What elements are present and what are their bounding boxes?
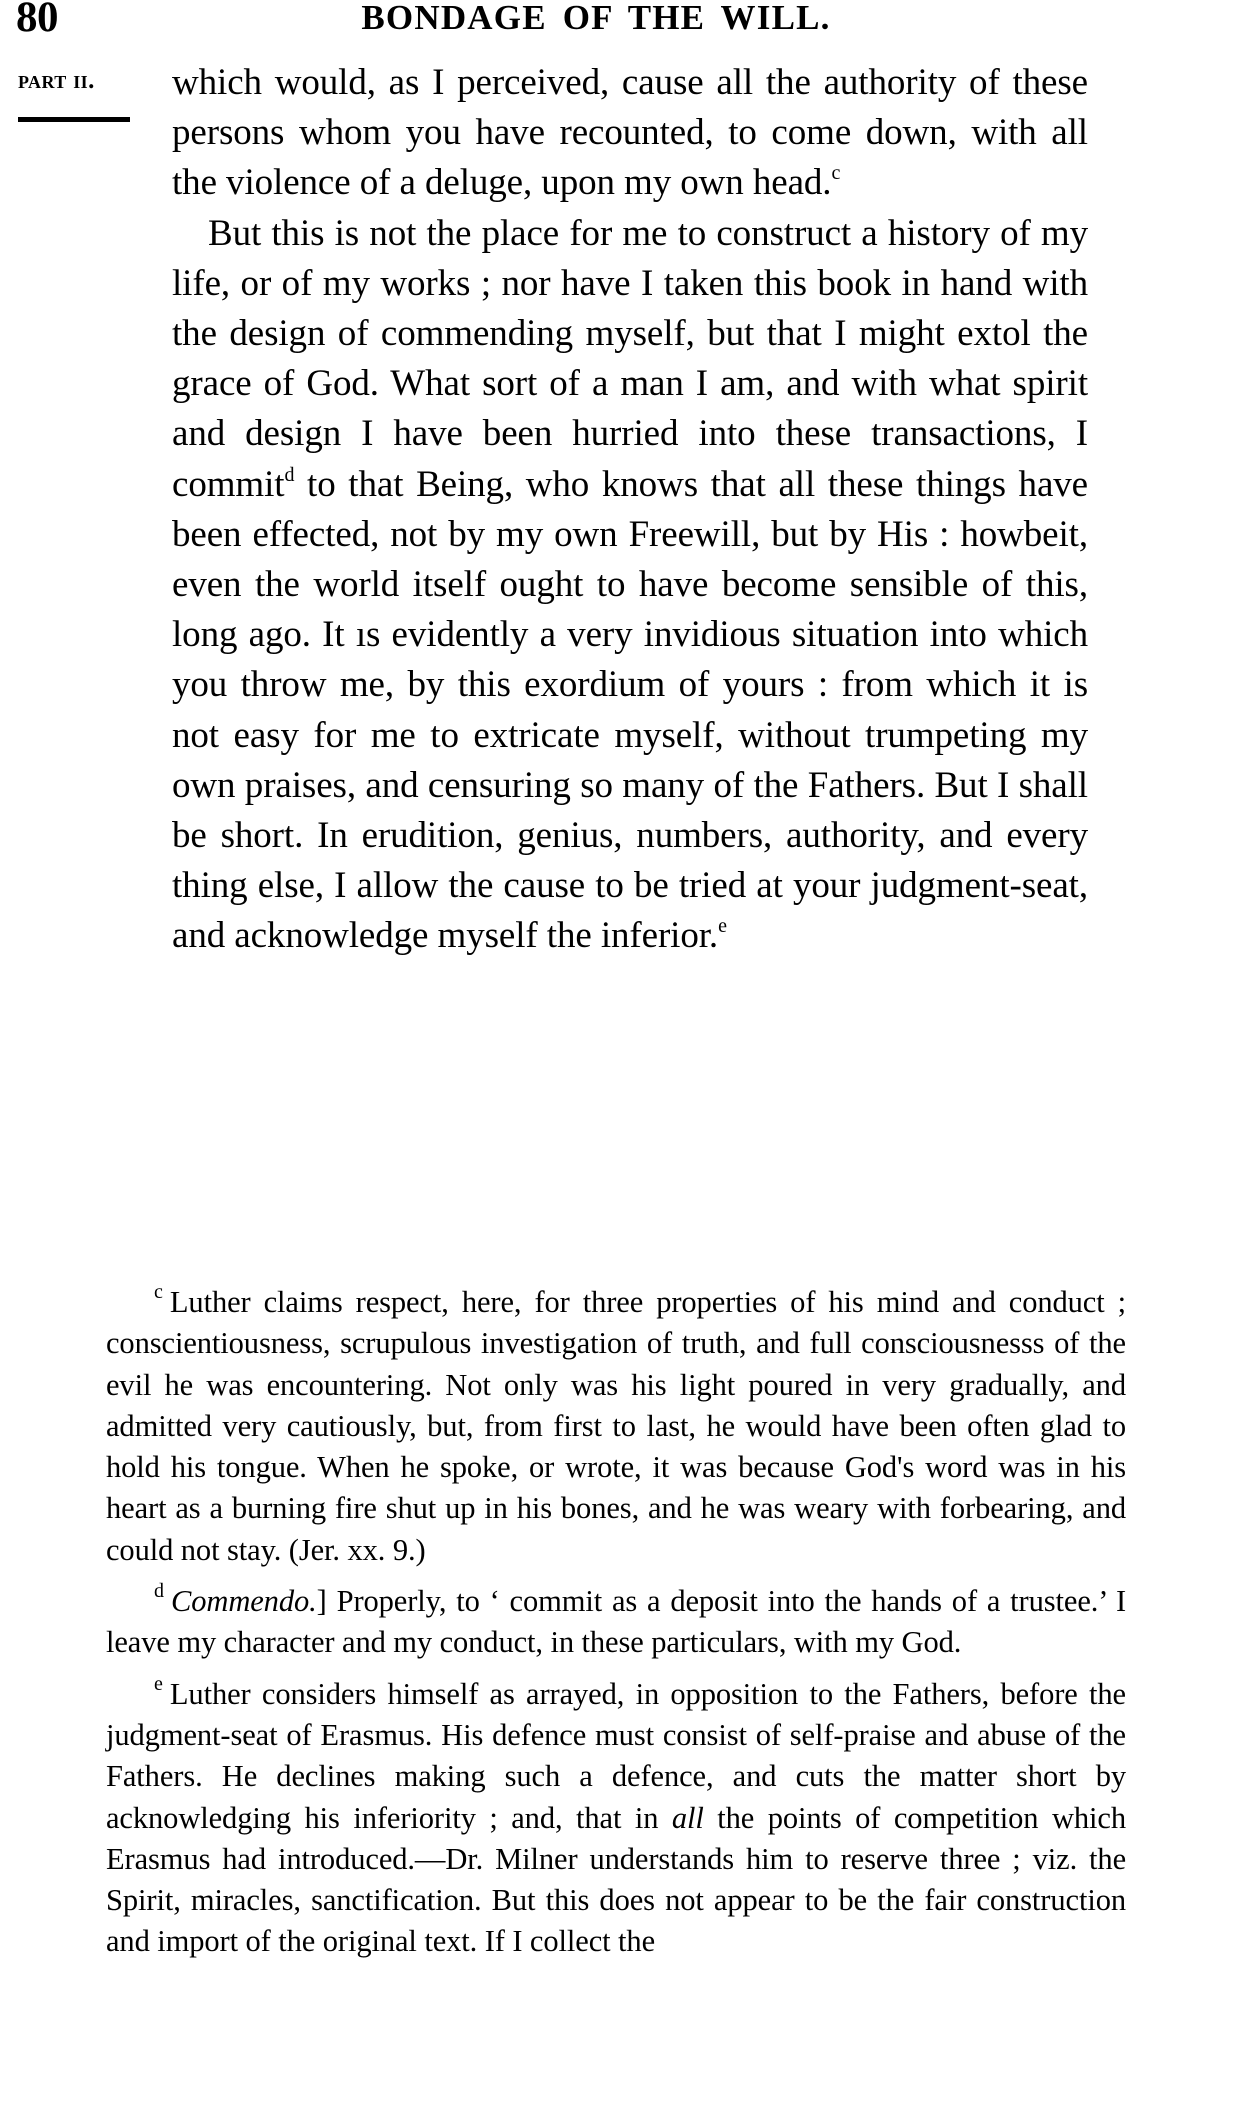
- footnote-ref-e[interactable]: e: [718, 915, 727, 938]
- footnote-c: [106, 1272, 1126, 1571]
- marginal-part-note: [18, 67, 158, 122]
- footnote-c-text: Luther claims respect, here, for three properties of his mind and conduct ; conscientiousness, scrupulous investigation of truth, and full consciousnesss of the evil he was encountering. Not only was his light poured in very gradually, and admitted very cautiously, but, from first to last, he would have been often glad to hold his tongue. When he spoke, or wrote, it was because God's word was in his heart as a burning fire shut up in his bones, and he was weary with forbearing, and could not stay. (Jer. xx. 9.): [106, 1285, 1126, 1567]
- body-paragraph-two: [172, 209, 1088, 962]
- footnote-ref-d[interactable]: d: [284, 463, 295, 486]
- footnote-block: [106, 1272, 1126, 1963]
- footnote-e-italic-word: all: [671, 1800, 704, 1835]
- footnote-e-text-part2: the points of competition which Erasmus had introduced.—Dr. Milner understands him to reserve three ; viz. the Spirit, miracles, sanctification. But this does not appear to be the fair construction and import of the original text. If I collect the: [106, 1800, 1126, 1959]
- body-paragraph-continued-text: which would, as I perceived, cause all the authority of these persons whom you have recounted, to come down, with all the violence of a deluge, upon my own head.: [172, 62, 1088, 204]
- body-paragraph-continued: [172, 58, 1088, 209]
- page-number: 80: [16, 0, 58, 41]
- footnote-e-mark: e: [154, 1672, 163, 1695]
- footnote-ref-c[interactable]: c: [831, 162, 841, 185]
- footnote-d: [106, 1571, 1126, 1664]
- footnote-d-text: ] Properly, to ‘ commit as a deposit into the hands of a trustee.’ I leave my character and my conduct, in these particulars, with my God.: [106, 1584, 1126, 1660]
- main-text-column: [172, 58, 1088, 962]
- running-title: BONDAGE OF THE WILL.: [361, 0, 831, 37]
- running-head: [0, 0, 1244, 46]
- part-label: part ii.: [18, 67, 95, 94]
- body-paragraph-two-part1: But this is not the place for me to construct a history of my life, or of my works ; nor have I taken this book in hand with the design of commending myself, but that I might extol the grace of God. What sort of a man I am, and with what spirit and design I have been hurried into these transactions, I commit: [172, 212, 1088, 505]
- footnote-e: [106, 1664, 1126, 1963]
- marginal-rule: [18, 117, 130, 122]
- footnote-c-mark: c: [154, 1281, 163, 1303]
- footnote-d-mark: d: [154, 1580, 164, 1603]
- footnote-e-text-part1: Luther considers himself as arrayed, in opposition to the Fathers, before the judgment-seat of Erasmus. His defence must consist of self-praise and abuse of the Fathers. He declines making such a defence, and cuts the matter short by acknowledging his inferiority ; and, that in: [106, 1676, 1126, 1835]
- footnote-d-headword: Commendo.: [171, 1584, 317, 1619]
- body-paragraph-two-part2: to that Being, who knows that all these things have been effected, not by my own Freewill, but by His : howbeit, even the world itself ought to have become sensible of this, long ago. It ıs evidently a very invidious situation into which you throw me, by this exordium of yours : from which it is not easy for me to extricate myself, without trumpeting my own praises, and censuring so many of the Fathers. But I shall be short. In erudition, genius, numbers, authority, and every thing else, I allow the cause to be tried at your judgment-seat, and acknowledge myself the inferior.: [172, 463, 1088, 957]
